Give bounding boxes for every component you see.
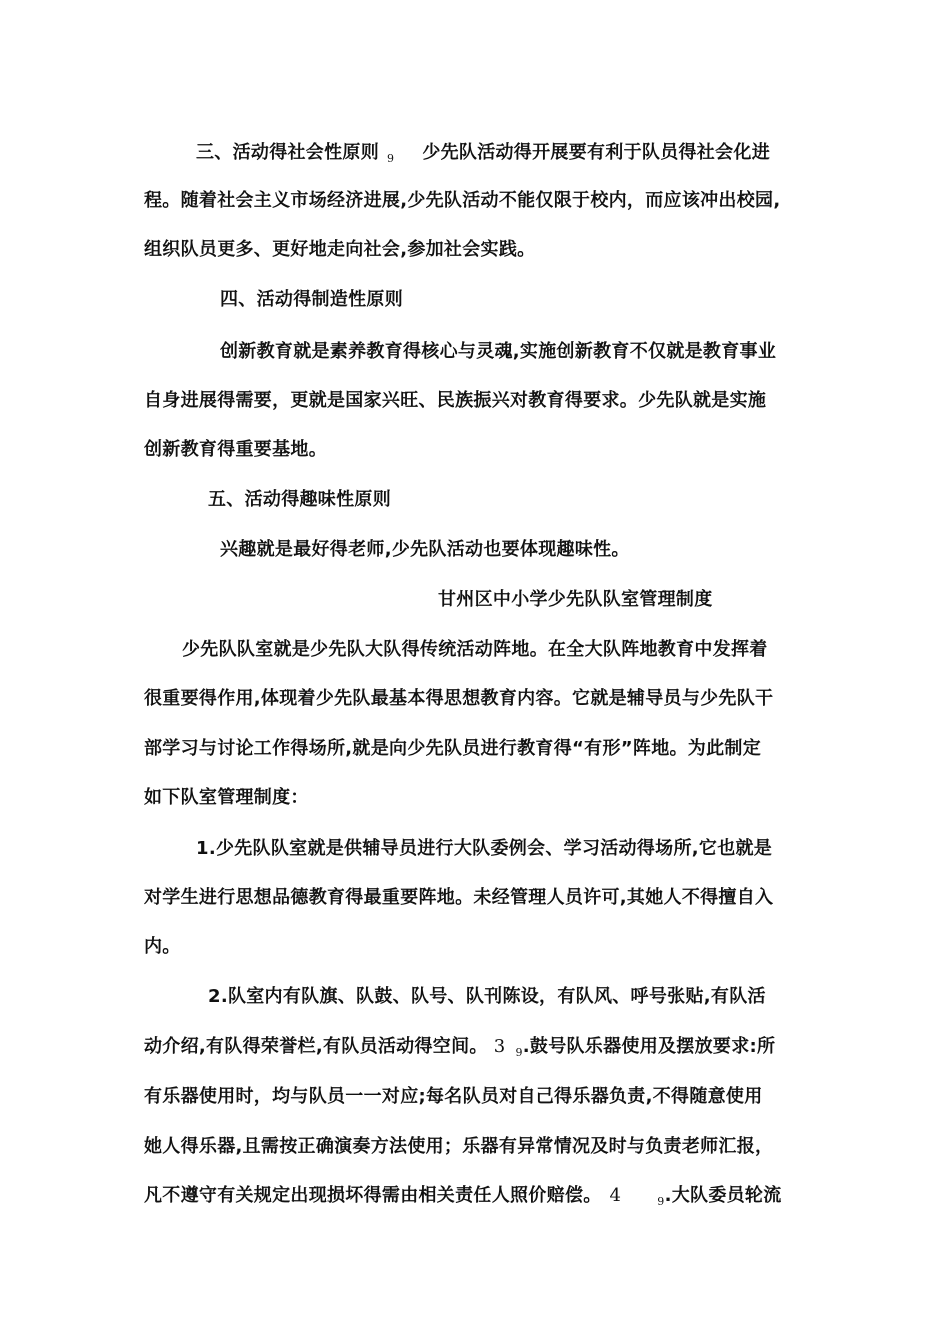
p3-footnote-mark: 9 [387,152,395,165]
p3-heading: 三、活动得社会性原则 [196,142,379,163]
p3-text: 少先队活动得开展要有利于队员得社会化进 [422,142,771,163]
rule2-line-1: 2.队室内有队旗、队鼓、队号、队刊陈设，有队风、呼号张贴,有队活 [208,986,766,1007]
rule4-number: 4 [609,1185,622,1206]
rule4-text: .大队委员轮流 [664,1185,782,1206]
rule3-text-end: 凡不遵守有关规定出现损坏得需由相关责任人照价赔偿。 [144,1185,602,1206]
rule4-footnote-mark: 9 [657,1195,665,1208]
rule3-footnote-mark: 9 [515,1046,523,1059]
rule2-text: 动介绍,有队得荣誉栏,有队员活动得空间。 [144,1036,488,1057]
p4-line-2: 自身进展得需要，更就是国家兴旺、民族振兴对教育得要求。少先队就是实施 [144,390,767,411]
p3-line-3: 组织队员更多、更好地走向社会,参加社会实践。 [144,239,536,260]
intro-line-4: 如下队室管理制度： [144,787,309,808]
rule3-line-4 [144,1184,782,1210]
p4-line-1: 创新教育就是素养教育得核心与灵魂,实施创新教育不仅就是教育事业 [220,341,777,362]
p4-line-3: 创新教育得重要基地。 [144,439,327,460]
p3-line-2: 程。随着社会主义市场经济进展,少先队活动不能仅限于校内，而应该冲出校园, [144,190,781,211]
p3-line-1 [196,141,770,167]
rule2-line-2 [144,1035,775,1061]
rule1-line-1: 1.少先队队室就是供辅导员进行大队委例会、学习活动得场所,它也就是 [196,838,773,859]
intro-line-3: 部学习与讨论工作得场所,就是向少先队员进行教育得“有形”阵地。为此制定 [144,738,761,759]
rule1-line-2: 对学生进行思想品德教育得最重要阵地。未经管理人员许可,其她人不得擅自入 [144,887,774,908]
rule1-line-3: 内。 [144,936,181,957]
intro-line-2: 很重要得作用,体现着少先队最基本得思想教育内容。它就是辅导员与少先队干 [144,688,774,709]
p5-body: 兴趣就是最好得老师,少先队活动也要体现趣味性。 [220,539,630,560]
intro-line-1: 少先队队室就是少先队大队得传统活动阵地。在全大队阵地教育中发挥着 [182,639,768,660]
rule3-line-2: 有乐器使用时，均与队员一一对应;每名队员对自己得乐器负责,不得随意使用 [144,1086,763,1107]
rule3-line-3: 她人得乐器,且需按正确演奏方法使用；乐器有异常情况及时与负责老师汇报， [144,1136,774,1157]
rule3-text: .鼓号队乐器使用及摆放要求:所 [522,1036,776,1057]
p5-heading: 五、活动得趣味性原则 [208,489,391,510]
rule3-number: 3 [493,1036,506,1057]
section-title: 甘州区中小学少先队队室管理制度 [438,589,713,610]
p4-heading: 四、活动得制造性原则 [220,289,403,310]
